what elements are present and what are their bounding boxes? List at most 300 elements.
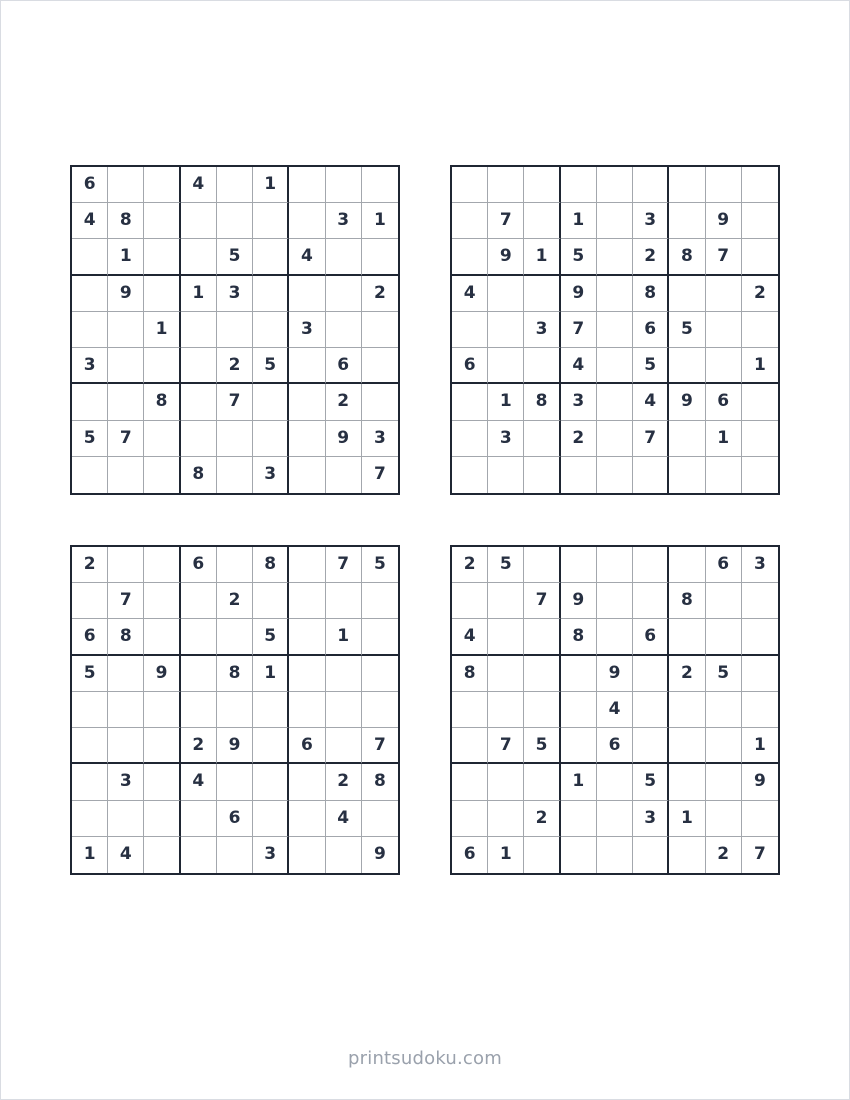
sudoku-cell: 3 xyxy=(524,312,560,348)
sudoku-cell xyxy=(633,167,669,203)
sudoku-cell: 8 xyxy=(253,547,289,583)
sudoku-cell: 4 xyxy=(108,837,144,873)
sudoku-cell xyxy=(326,457,362,493)
sudoku-cell: 4 xyxy=(289,239,325,275)
sudoku-cell xyxy=(597,801,633,837)
sudoku-cell: 9 xyxy=(669,384,705,420)
sudoku-cell xyxy=(633,656,669,692)
sudoku-cell xyxy=(181,837,217,873)
sudoku-cell xyxy=(72,583,108,619)
sudoku-cell: 2 xyxy=(742,276,778,312)
sudoku-cell xyxy=(452,728,488,764)
sudoku-cell: 5 xyxy=(633,764,669,800)
footer-site-name: printsudoku.com xyxy=(348,1048,502,1069)
sudoku-cell xyxy=(742,619,778,655)
sudoku-cell xyxy=(706,728,742,764)
sudoku-cell xyxy=(326,276,362,312)
sudoku-cell: 7 xyxy=(217,384,253,420)
sudoku-cell: 1 xyxy=(561,764,597,800)
sudoku-cell xyxy=(108,547,144,583)
sudoku-cell xyxy=(524,167,560,203)
sudoku-cell xyxy=(706,801,742,837)
sudoku-cell xyxy=(488,348,524,384)
sudoku-cell xyxy=(488,167,524,203)
sudoku-cell xyxy=(669,421,705,457)
sudoku-cell xyxy=(706,619,742,655)
sudoku-cell xyxy=(289,547,325,583)
sudoku-cell xyxy=(144,764,180,800)
sudoku-cell: 4 xyxy=(452,619,488,655)
sudoku-cell xyxy=(362,239,398,275)
sudoku-cell xyxy=(181,203,217,239)
sudoku-cell xyxy=(217,312,253,348)
sudoku-cell xyxy=(742,312,778,348)
sudoku-cell xyxy=(362,801,398,837)
sudoku-cell: 7 xyxy=(633,421,669,457)
sudoku-cell xyxy=(289,384,325,420)
sudoku-cell: 2 xyxy=(326,384,362,420)
sudoku-cell: 2 xyxy=(217,583,253,619)
sudoku-cell: 5 xyxy=(633,348,669,384)
sudoku-cell xyxy=(706,276,742,312)
sudoku-cell xyxy=(217,764,253,800)
sudoku-cell: 7 xyxy=(488,203,524,239)
sudoku-cell xyxy=(289,203,325,239)
sudoku-cell xyxy=(452,312,488,348)
sudoku-cell xyxy=(706,692,742,728)
sudoku-cell: 7 xyxy=(362,728,398,764)
sudoku-cell: 2 xyxy=(217,348,253,384)
sudoku-cell xyxy=(597,384,633,420)
sudoku-cell xyxy=(72,276,108,312)
sudoku-cell: 4 xyxy=(452,276,488,312)
sudoku-cell xyxy=(217,547,253,583)
sudoku-cell xyxy=(452,384,488,420)
sudoku-cell xyxy=(144,348,180,384)
sudoku-cell xyxy=(488,312,524,348)
sudoku-cell xyxy=(253,728,289,764)
sudoku-cell: 8 xyxy=(633,276,669,312)
sudoku-cell xyxy=(452,457,488,493)
sudoku-cell: 1 xyxy=(742,728,778,764)
sudoku-cell xyxy=(561,801,597,837)
sudoku-cell xyxy=(669,837,705,873)
sudoku-cell xyxy=(72,312,108,348)
sudoku-cell xyxy=(669,547,705,583)
sudoku-cell xyxy=(524,692,560,728)
sudoku-cell xyxy=(597,547,633,583)
sudoku-cell: 9 xyxy=(217,728,253,764)
sudoku-cell xyxy=(289,348,325,384)
sudoku-cell: 5 xyxy=(362,547,398,583)
sudoku-cell xyxy=(362,656,398,692)
sudoku-cell xyxy=(488,801,524,837)
sudoku-puzzle-2 xyxy=(450,165,780,495)
sudoku-cell: 6 xyxy=(289,728,325,764)
sudoku-cell xyxy=(253,801,289,837)
sudoku-cell xyxy=(452,583,488,619)
sudoku-cell xyxy=(253,583,289,619)
sudoku-cell: 9 xyxy=(706,203,742,239)
sudoku-cell xyxy=(108,728,144,764)
sudoku-cell xyxy=(597,203,633,239)
sudoku-cell: 7 xyxy=(524,583,560,619)
sudoku-cell xyxy=(597,619,633,655)
sudoku-cell xyxy=(524,837,560,873)
sudoku-cell: 3 xyxy=(326,203,362,239)
sudoku-cell xyxy=(488,583,524,619)
sudoku-cell: 6 xyxy=(633,619,669,655)
sudoku-cell xyxy=(289,583,325,619)
sudoku-cell: 4 xyxy=(597,692,633,728)
sudoku-cell: 9 xyxy=(488,239,524,275)
sudoku-cell xyxy=(108,692,144,728)
sudoku-cell xyxy=(633,728,669,764)
sudoku-cell xyxy=(669,692,705,728)
sudoku-cell xyxy=(488,764,524,800)
sudoku-cell xyxy=(597,239,633,275)
sudoku-cell xyxy=(72,239,108,275)
sudoku-cell: 1 xyxy=(181,276,217,312)
sudoku-cell: 1 xyxy=(144,312,180,348)
sudoku-cell: 3 xyxy=(108,764,144,800)
sudoku-cell: 4 xyxy=(561,348,597,384)
sudoku-cell xyxy=(362,167,398,203)
sudoku-cell: 6 xyxy=(452,837,488,873)
sudoku-cell: 1 xyxy=(524,239,560,275)
sudoku-cell xyxy=(217,619,253,655)
sudoku-cell: 1 xyxy=(706,421,742,457)
sudoku-cell: 7 xyxy=(108,583,144,619)
sudoku-cell: 5 xyxy=(253,619,289,655)
sudoku-cell xyxy=(253,421,289,457)
sudoku-cell: 9 xyxy=(742,764,778,800)
sudoku-cell xyxy=(108,312,144,348)
sudoku-cell: 7 xyxy=(561,312,597,348)
sudoku-cell: 5 xyxy=(217,239,253,275)
sudoku-cell xyxy=(72,692,108,728)
sudoku-cell xyxy=(72,384,108,420)
sudoku-cell: 1 xyxy=(561,203,597,239)
sudoku-cell xyxy=(253,384,289,420)
sudoku-cell: 6 xyxy=(706,384,742,420)
sudoku-cell xyxy=(362,312,398,348)
sudoku-cell xyxy=(253,764,289,800)
sudoku-cell xyxy=(289,801,325,837)
sudoku-cell xyxy=(488,457,524,493)
sudoku-cell xyxy=(742,239,778,275)
sudoku-cell xyxy=(524,348,560,384)
sudoku-cell: 5 xyxy=(561,239,597,275)
sudoku-cell xyxy=(452,167,488,203)
sudoku-cell xyxy=(669,764,705,800)
sudoku-cell: 6 xyxy=(217,801,253,837)
sudoku-cell xyxy=(362,348,398,384)
sudoku-cell xyxy=(289,421,325,457)
sudoku-cell xyxy=(597,167,633,203)
sudoku-cell xyxy=(253,239,289,275)
sudoku-cell xyxy=(289,457,325,493)
sudoku-cell xyxy=(144,801,180,837)
sudoku-cell: 6 xyxy=(597,728,633,764)
sudoku-cell xyxy=(217,203,253,239)
sudoku-cell xyxy=(362,583,398,619)
sudoku-cell: 8 xyxy=(217,656,253,692)
sudoku-cell xyxy=(108,801,144,837)
sudoku-cell xyxy=(452,203,488,239)
sudoku-cell xyxy=(181,312,217,348)
sudoku-cell: 9 xyxy=(144,656,180,692)
sudoku-cell xyxy=(362,619,398,655)
sudoku-cell xyxy=(144,167,180,203)
sudoku-cell xyxy=(597,457,633,493)
sudoku-cell: 5 xyxy=(253,348,289,384)
sudoku-cell: 7 xyxy=(373,464,386,485)
sudoku-cell xyxy=(524,421,560,457)
sudoku-cell xyxy=(633,583,669,619)
sudoku-cell xyxy=(561,167,597,203)
sudoku-cell: 3 xyxy=(561,384,597,420)
sudoku-cell xyxy=(669,203,705,239)
sudoku-cell xyxy=(326,692,362,728)
sudoku-cell xyxy=(72,801,108,837)
sudoku-puzzle-3 xyxy=(70,545,400,875)
sudoku-cell: 4 xyxy=(326,801,362,837)
sudoku-cell xyxy=(669,619,705,655)
sudoku-cell xyxy=(452,692,488,728)
sudoku-cell xyxy=(597,348,633,384)
sudoku-cell xyxy=(181,692,217,728)
sudoku-cell xyxy=(488,692,524,728)
sudoku-cell xyxy=(72,728,108,764)
sudoku-cell xyxy=(452,764,488,800)
sudoku-cell xyxy=(561,728,597,764)
sudoku-cell xyxy=(108,167,144,203)
sudoku-cell: 1 xyxy=(253,167,289,203)
sudoku-cell xyxy=(289,837,325,873)
sudoku-cell: 6 xyxy=(72,619,108,655)
sudoku-cell xyxy=(488,656,524,692)
sudoku-cell xyxy=(326,312,362,348)
sudoku-cell: 3 xyxy=(633,801,669,837)
sudoku-cell: 1 xyxy=(362,203,398,239)
sudoku-cell xyxy=(561,547,597,583)
sudoku-cell xyxy=(669,167,705,203)
sudoku-cell: 9 xyxy=(561,583,597,619)
sudoku-cell: 1 xyxy=(488,837,524,873)
sudoku-cell: 3 xyxy=(72,348,108,384)
sudoku-cell xyxy=(742,421,778,457)
sudoku-cell xyxy=(669,728,705,764)
sudoku-cell xyxy=(326,656,362,692)
sudoku-cell: 9 xyxy=(326,421,362,457)
sudoku-cell xyxy=(706,348,742,384)
sudoku-cell xyxy=(706,583,742,619)
sudoku-cell xyxy=(742,801,778,837)
sudoku-cell xyxy=(742,583,778,619)
sudoku-cell: 4 xyxy=(633,384,669,420)
sudoku-cell: 9 xyxy=(561,276,597,312)
sudoku-cell xyxy=(706,457,742,493)
sudoku-cell xyxy=(144,583,180,619)
sudoku-cell xyxy=(742,167,778,203)
sudoku-cell xyxy=(597,276,633,312)
sudoku-cell: 8 xyxy=(561,619,597,655)
sudoku-cell xyxy=(633,692,669,728)
sudoku-cell: 8 xyxy=(669,583,705,619)
sudoku-cell: 4 xyxy=(181,167,217,203)
sudoku-cell xyxy=(597,312,633,348)
sudoku-cell: 2 xyxy=(452,547,488,583)
sudoku-cell: 1 xyxy=(72,837,108,873)
sudoku-cell xyxy=(144,837,180,873)
sudoku-cell: 6 xyxy=(706,547,742,583)
sudoku-cell: 6 xyxy=(181,547,217,583)
sudoku-cell xyxy=(144,547,180,583)
sudoku-cell xyxy=(706,764,742,800)
sudoku-cell xyxy=(144,203,180,239)
sudoku-cell: 6 xyxy=(452,348,488,384)
sudoku-cell xyxy=(524,619,560,655)
sudoku-cell: 8 xyxy=(452,656,488,692)
sudoku-cell xyxy=(362,384,398,420)
sudoku-cell xyxy=(108,457,144,493)
sudoku-cell xyxy=(253,312,289,348)
sudoku-cell: 7 xyxy=(753,844,766,865)
sudoku-cell xyxy=(289,656,325,692)
sudoku-cell: 3 xyxy=(488,421,524,457)
sudoku-cell: 2 xyxy=(326,764,362,800)
sudoku-puzzle-1 xyxy=(70,165,400,495)
sudoku-cell: 1 xyxy=(488,384,524,420)
sudoku-cell xyxy=(144,421,180,457)
sudoku-cell xyxy=(181,801,217,837)
sudoku-cell xyxy=(144,728,180,764)
sudoku-cell xyxy=(326,837,362,873)
sudoku-cell xyxy=(181,348,217,384)
sudoku-cell: 8 xyxy=(181,457,217,493)
sudoku-cell xyxy=(669,457,705,493)
sudoku-cell xyxy=(181,421,217,457)
sudoku-cell xyxy=(633,837,669,873)
sudoku-cell xyxy=(597,837,633,873)
sudoku-cell xyxy=(742,203,778,239)
sudoku-cell: 9 xyxy=(108,276,144,312)
sudoku-cell: 2 xyxy=(72,547,108,583)
sudoku-cell xyxy=(561,692,597,728)
sudoku-cell xyxy=(289,276,325,312)
sudoku-cell xyxy=(217,167,253,203)
sudoku-cell: 8 xyxy=(524,384,560,420)
sudoku-cell xyxy=(452,421,488,457)
sudoku-cell xyxy=(561,837,597,873)
sudoku-puzzle-4 xyxy=(450,545,780,875)
sudoku-cell: 6 xyxy=(326,348,362,384)
sudoku-cell: 5 xyxy=(72,656,108,692)
sudoku-cell: 3 xyxy=(633,203,669,239)
sudoku-cell xyxy=(289,619,325,655)
sudoku-cell xyxy=(524,656,560,692)
sudoku-cell xyxy=(524,276,560,312)
sudoku-cell xyxy=(289,167,325,203)
sudoku-cell xyxy=(181,656,217,692)
sudoku-cell: 8 xyxy=(669,239,705,275)
sudoku-cell: 3 xyxy=(253,457,289,493)
sudoku-cell xyxy=(669,348,705,384)
sudoku-cell xyxy=(217,421,253,457)
sudoku-cell xyxy=(597,764,633,800)
sudoku-cell: 1 xyxy=(253,656,289,692)
sudoku-cell xyxy=(597,421,633,457)
sudoku-cell xyxy=(326,239,362,275)
sudoku-cell: 8 xyxy=(362,764,398,800)
sudoku-cell: 5 xyxy=(706,656,742,692)
sudoku-cell xyxy=(561,656,597,692)
sudoku-cell xyxy=(742,457,778,493)
sudoku-cell xyxy=(524,457,560,493)
sudoku-cell: 3 xyxy=(217,276,253,312)
sudoku-cell: 4 xyxy=(72,203,108,239)
sudoku-cell: 1 xyxy=(108,239,144,275)
sudoku-cell xyxy=(524,764,560,800)
sudoku-cell xyxy=(597,583,633,619)
sudoku-cell xyxy=(561,457,597,493)
sudoku-cell xyxy=(488,276,524,312)
sudoku-cell xyxy=(144,457,180,493)
sudoku-cell xyxy=(217,837,253,873)
sudoku-cell xyxy=(452,239,488,275)
sudoku-cell xyxy=(108,384,144,420)
sudoku-cell xyxy=(144,239,180,275)
sudoku-cell xyxy=(144,276,180,312)
sudoku-cell xyxy=(253,692,289,728)
sudoku-cell xyxy=(362,692,398,728)
sudoku-cell xyxy=(706,167,742,203)
sudoku-cell xyxy=(108,656,144,692)
sudoku-cell: 3 xyxy=(362,421,398,457)
sudoku-cell xyxy=(742,384,778,420)
sudoku-cell xyxy=(72,764,108,800)
sudoku-cell xyxy=(217,457,253,493)
sudoku-cell: 5 xyxy=(669,312,705,348)
sudoku-cell: 5 xyxy=(72,421,108,457)
sudoku-cell: 3 xyxy=(253,837,289,873)
sudoku-cell: 4 xyxy=(181,764,217,800)
sudoku-cell xyxy=(217,692,253,728)
sudoku-cell xyxy=(669,276,705,312)
sudoku-cell xyxy=(326,583,362,619)
sudoku-cell: 9 xyxy=(597,656,633,692)
sudoku-cell: 9 xyxy=(373,844,386,865)
sudoku-cell xyxy=(108,348,144,384)
sudoku-cell xyxy=(289,692,325,728)
sudoku-cell: 5 xyxy=(524,728,560,764)
sudoku-cell: 3 xyxy=(742,547,778,583)
sudoku-cell xyxy=(742,656,778,692)
sudoku-cell: 6 xyxy=(633,312,669,348)
sudoku-cell xyxy=(181,619,217,655)
sudoku-cell: 1 xyxy=(326,619,362,655)
sudoku-cell xyxy=(181,239,217,275)
sudoku-cell xyxy=(488,619,524,655)
sudoku-cell: 3 xyxy=(289,312,325,348)
sudoku-cell xyxy=(144,619,180,655)
sudoku-cell: 2 xyxy=(706,837,742,873)
sudoku-cell xyxy=(326,728,362,764)
sudoku-cell: 2 xyxy=(181,728,217,764)
sudoku-cell: 2 xyxy=(524,801,560,837)
sudoku-cell xyxy=(72,457,108,493)
